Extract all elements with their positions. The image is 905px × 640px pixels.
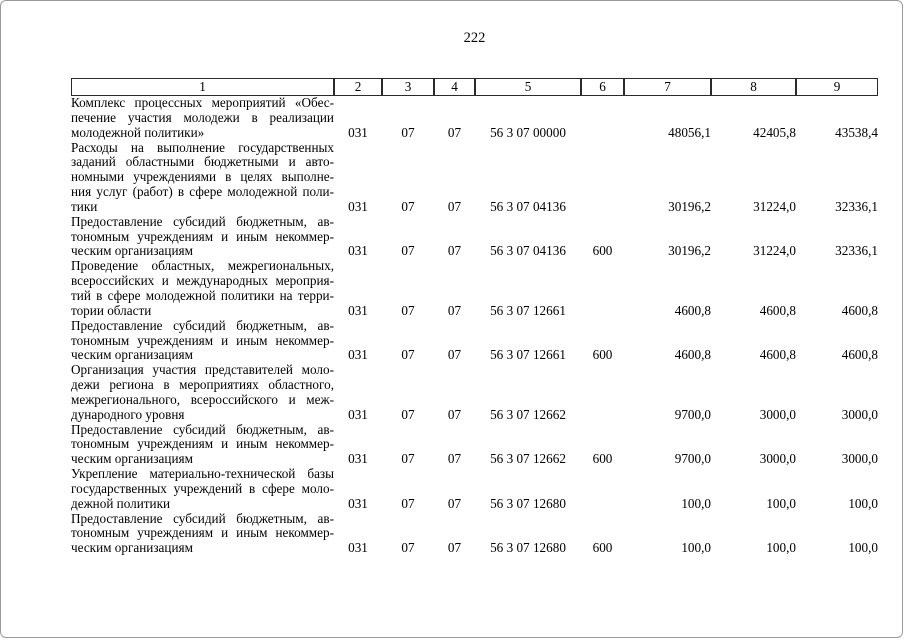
table-row [71,423,878,468]
row-value-cell-col8: 4600,8 [759,302,796,318]
table-header-row [71,78,878,96]
row-value-cell-col9: 100,0 [848,495,878,511]
row-value-cell-col8: 4600,8 [759,347,796,363]
row-title-line: номными учреждениями в целях выполне- [71,169,334,185]
row-value-cell-col7: 9700,0 [674,406,711,422]
row-value-cell-col2: 031 [348,243,368,259]
row-value-cell-col9: 32336,1 [835,198,878,214]
row-title-cell [71,467,334,512]
row-value-cell-col7: 100,0 [681,540,711,556]
row-value-cell-col2: 031 [348,540,368,556]
row-value-cell-col3: 07 [401,243,415,259]
row-value-cell-col8: 31224,0 [753,243,796,259]
row-title-cell [71,215,334,260]
table-row [71,467,878,512]
row-value-cell-col7: 30196,2 [668,243,711,259]
header-cell-5: 5 [475,78,581,96]
row-value-cell-col3: 07 [401,347,415,363]
table-body [71,96,878,556]
row-value-cell-col8: 31224,0 [753,198,796,214]
header-cell-9: 9 [796,78,878,96]
row-value-cell-col6: 600 [592,451,613,467]
row-value-cell-col8: 3000,0 [759,406,796,422]
row-title-line: межрегионального, всероссийского и меж- [71,391,334,407]
row-value-cell-col2: 031 [348,347,368,363]
row-title-line: Укрепление материально-технической базы [71,466,334,482]
row-value-cell-col4: 07 [447,198,462,214]
row-value-cell-col4: 07 [447,124,462,140]
header-cell-7: 7 [624,78,711,96]
row-value-cell-col9: 43538,4 [835,124,878,140]
row-title-line: Проведение областных, межрегиональных, [71,258,334,274]
row-title-line: ческим организациям [71,451,193,467]
row-value-cell-col6 [581,259,624,318]
row-value-cell-col3: 07 [401,406,415,422]
header-cell-8: 8 [711,78,796,96]
row-value-cell-col6: 600 [592,347,613,363]
row-value-cell-col6: 600 [592,243,613,259]
row-title-cell [71,141,334,215]
row-title-line: Комплекс процессных мероприятий «Обес- [71,95,334,110]
row-value-cell-col9: 3000,0 [841,406,878,422]
row-value-cell-col7: 30196,2 [668,198,711,214]
row-value-cell-col4: 07 [447,540,462,556]
header-cell-1: 1 [71,78,334,96]
row-value-cell-col6 [581,363,624,422]
row-value-cell-col6: 600 [592,540,613,556]
row-value-cell-col3: 07 [401,124,415,140]
row-value-cell-col2: 031 [348,198,368,214]
table-row [71,141,878,215]
row-title-line: тономным учреждениям и иным некоммер- [71,332,334,348]
row-title-line: тономным учреждениям и иным некоммер- [71,436,334,452]
row-title-line: молодежной политики» [71,124,205,140]
header-cell-6: 6 [581,78,624,96]
row-title-cell [71,363,334,422]
row-title-line: заданий областными бюджетными и авто- [71,154,334,170]
table-row [71,363,878,422]
row-value-cell-col7: 4600,8 [674,302,711,318]
row-value-cell-col3: 07 [401,540,415,556]
row-value-cell-col8: 100,0 [766,540,796,556]
row-title-line: ния услуг (работ) в сфере молодежной поли- [71,184,334,200]
row-value-cell-col4: 07 [447,243,462,259]
page-number: 222 [463,30,486,46]
table-row [71,259,878,318]
row-value-cell-col3: 07 [401,302,415,318]
row-value-cell-col5: 56 3 07 12662 [490,406,566,422]
row-title-cell [71,259,334,318]
header-cell-3: 3 [382,78,434,96]
row-value-cell-col2: 031 [348,302,368,318]
row-title-line: государственных учреждений в сфере моло- [71,480,334,496]
table-header [71,78,878,96]
row-title-line: Предоставление субсидий бюджетным, ав- [71,421,334,437]
row-value-cell-col3: 07 [401,451,415,467]
row-value-cell-col6 [581,467,624,512]
row-value-cell-col8: 3000,0 [759,451,796,467]
row-title-line: Организация участия представителей моло- [71,362,334,378]
row-value-cell-col5: 56 3 07 12662 [490,451,566,467]
row-title-line: дежной политики [71,495,171,511]
row-value-cell-col8: 42405,8 [753,124,796,140]
table-row [71,96,878,141]
row-title-line: дежи региона в мероприятиях областного, [71,377,334,393]
row-value-cell-col4: 07 [447,406,462,422]
row-value-cell-col5: 56 3 07 04136 [490,198,566,214]
row-title-line: тономным учреждениям и иным некоммер- [71,228,334,244]
row-value-cell-col8: 100,0 [766,495,796,511]
table-row [71,215,878,260]
row-title-cell [71,96,334,141]
header-cell-4: 4 [434,78,475,96]
table-row [71,319,878,364]
row-value-cell-col5: 56 3 07 00000 [490,124,566,140]
row-value-cell-col9: 32336,1 [835,243,878,259]
row-value-cell-col4: 07 [447,347,462,363]
row-value-cell-col5: 56 3 07 12661 [490,302,566,318]
row-title-line: Расходы на выполнение государственных [71,139,334,155]
row-value-cell-col5: 56 3 07 04136 [490,243,566,259]
row-value-cell-col3: 07 [401,495,415,511]
row-title-cell [71,512,334,557]
row-value-cell-col4: 07 [447,302,462,318]
row-value-cell-col7: 100,0 [681,495,711,511]
row-title-line: тики [71,198,98,214]
row-value-cell-col4: 07 [447,495,462,511]
table-row [71,512,878,557]
row-title-line: тории области [71,302,152,318]
row-title-line: Предоставление субсидий бюджетным, ав- [71,510,334,526]
row-value-cell-col9: 3000,0 [841,451,878,467]
row-value-cell-col2: 031 [348,406,368,422]
row-title-line: печение участия молодежи в реализации [71,109,334,125]
row-value-cell-col4: 07 [447,451,462,467]
row-title-cell [71,423,334,468]
row-title-line: Предоставление субсидий бюджетным, ав- [71,317,334,333]
row-value-cell-col9: 4600,8 [841,302,878,318]
row-value-cell-col7: 4600,8 [674,347,711,363]
row-value-cell-col5: 56 3 07 12680 [490,495,566,511]
row-value-cell-col3: 07 [401,198,415,214]
row-value-cell-col2: 031 [348,124,368,140]
row-title-cell [71,319,334,364]
row-value-cell-col7: 48056,1 [668,124,711,140]
row-value-cell-col5: 56 3 07 12661 [490,347,566,363]
row-value-cell-col7: 9700,0 [674,451,711,467]
row-title-line: тий в сфере молодежной политики на терри- [71,287,334,303]
row-title-line: тономным учреждениям и иным некоммер- [71,525,334,541]
budget-table [71,78,878,556]
row-title-line: дународного уровня [71,406,185,422]
header-cell-2: 2 [334,78,382,96]
row-title-line: всероссийских и международных мероприя- [71,273,334,289]
row-value-cell-col6 [581,96,624,141]
row-title-line: ческим организациям [71,347,193,363]
row-value-cell-col9: 100,0 [848,540,878,556]
row-value-cell-col5: 56 3 07 12680 [490,540,566,556]
row-value-cell-col2: 031 [348,495,368,511]
row-value-cell-col9: 4600,8 [841,347,878,363]
row-title-line: Предоставление субсидий бюджетным, ав- [71,213,334,229]
row-title-line: ческим организациям [71,540,193,556]
row-value-cell-col2: 031 [348,451,368,467]
row-title-line: ческим организациям [71,243,193,259]
row-value-cell-col6 [581,141,624,215]
